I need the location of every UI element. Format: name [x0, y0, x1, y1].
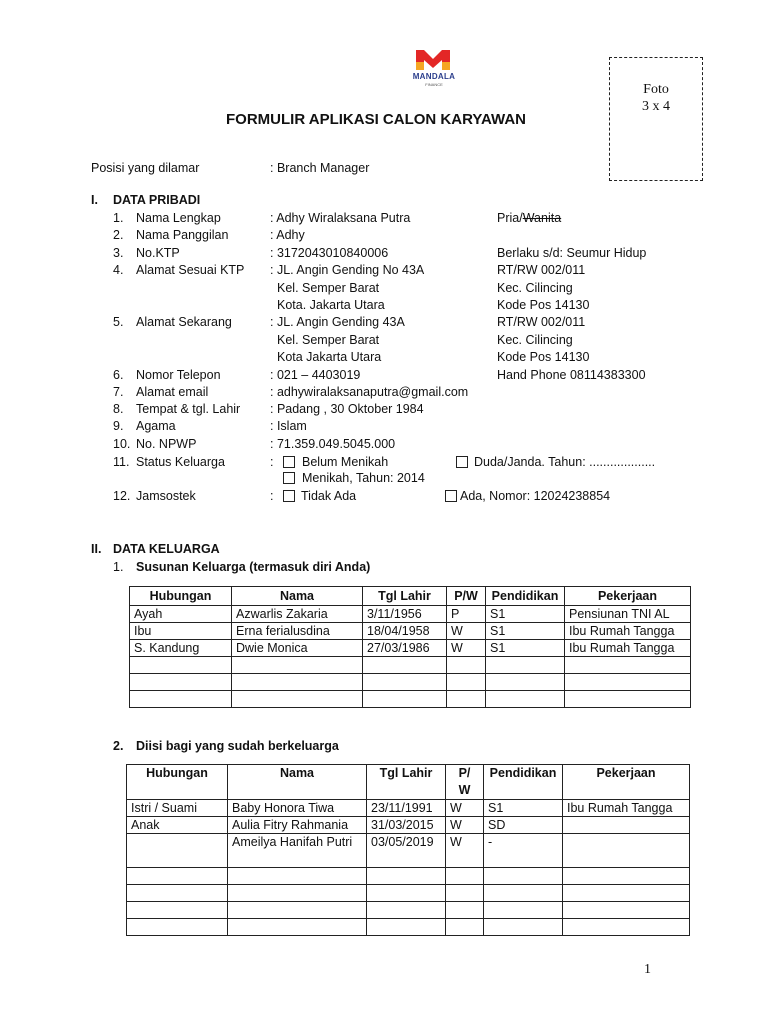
table-cell[interactable]	[563, 902, 690, 919]
table-cell[interactable]	[367, 919, 446, 936]
nama-lengkap-label: Nama Lengkap	[136, 211, 221, 225]
section-title: DATA PRIBADI	[113, 193, 201, 207]
section-number: I.	[91, 193, 98, 207]
alamat-sekarang-label: Alamat Sekarang	[136, 315, 232, 329]
table-cell[interactable]	[565, 657, 691, 674]
table-cell[interactable]	[127, 868, 228, 885]
colon: :	[270, 455, 274, 469]
item-number: 9.	[113, 419, 124, 433]
table-row	[130, 640, 691, 657]
section-title: DATA KELUARGA	[113, 542, 220, 556]
table-cell[interactable]	[367, 868, 446, 885]
table-cell[interactable]: Anak	[127, 817, 228, 834]
telepon-value[interactable]: : 021 – 4403019	[270, 368, 361, 382]
table-row	[127, 868, 690, 885]
table-cell[interactable]: S. Kandung	[130, 640, 232, 657]
npwp-label: No. NPWP	[136, 437, 197, 451]
table-row	[127, 834, 690, 868]
nama-panggilan-value[interactable]: : Adhy	[270, 228, 305, 242]
table-cell[interactable]	[232, 657, 363, 674]
subsection-title: Diisi bagi yang sudah berkeluarga	[136, 739, 339, 753]
table-row	[127, 817, 690, 834]
table-cell[interactable]	[363, 674, 447, 691]
table-cell[interactable]	[563, 817, 690, 834]
table-cell[interactable]	[484, 868, 563, 885]
subsection-number: 2.	[113, 739, 124, 753]
column-header: Tgl Lahir	[367, 765, 446, 800]
table-cell[interactable]: W	[446, 834, 484, 868]
email-value[interactable]: : adhywiralaksanaputra@gmail.com	[270, 385, 469, 399]
column-header: Hubungan	[127, 765, 228, 800]
table-cell[interactable]: 23/11/1991	[367, 800, 446, 817]
table-cell[interactable]	[563, 919, 690, 936]
family-composition-table	[129, 586, 691, 708]
gender-wanita-struck: Wanita	[522, 211, 562, 225]
no-ktp-value[interactable]: : 3172043010840006	[270, 246, 389, 260]
ada-checkbox[interactable]	[445, 490, 457, 502]
table-row	[130, 623, 691, 640]
column-header: P/W	[447, 587, 486, 606]
agama-label: Agama	[136, 419, 176, 433]
table-cell[interactable]	[565, 674, 691, 691]
table-cell[interactable]	[563, 885, 690, 902]
table-cell[interactable]: 27/03/1986	[363, 640, 447, 657]
table-cell[interactable]	[484, 902, 563, 919]
table-cell[interactable]: Ayah	[130, 606, 232, 623]
table-cell[interactable]: W	[447, 640, 486, 657]
alamat-ktp-line1[interactable]: : JL. Angin Gending No 43A	[270, 263, 425, 277]
table-cell[interactable]	[486, 657, 565, 674]
table-cell[interactable]	[228, 919, 367, 936]
table-cell[interactable]	[232, 691, 363, 708]
logo-tagline: FINANCE	[425, 82, 443, 87]
table-cell[interactable]	[446, 885, 484, 902]
ktp-berlaku[interactable]: Berlaku s/d: Seumur Hidup	[497, 246, 647, 260]
no-ktp-label: No.KTP	[136, 246, 180, 260]
alamat-sekarang-rtrw[interactable]: RT/RW 002/011	[497, 315, 586, 329]
table-cell[interactable]: Ibu	[130, 623, 232, 640]
table-cell[interactable]	[367, 885, 446, 902]
table-cell[interactable]	[563, 868, 690, 885]
table-cell[interactable]: Azwarlis Zakaria	[232, 606, 363, 623]
column-header: Pendidikan	[484, 765, 563, 800]
table-cell[interactable]: S1	[484, 800, 563, 817]
column-header: Nama	[232, 587, 363, 606]
logo-wordmark: MANDALA	[412, 72, 456, 81]
posisi-label: Posisi yang dilamar	[91, 161, 200, 175]
mandala-logo-mark	[416, 50, 450, 70]
table-header-row	[130, 587, 691, 606]
table-row	[130, 606, 691, 623]
table-cell[interactable]	[127, 919, 228, 936]
table-cell[interactable]	[367, 902, 446, 919]
item-number: 3.	[113, 246, 124, 260]
table-cell[interactable]	[486, 691, 565, 708]
table-cell[interactable]	[130, 691, 232, 708]
belum-menikah-label: Belum Menikah	[302, 455, 389, 469]
column-header: Tgl Lahir	[363, 587, 447, 606]
table-cell[interactable]: 3/11/1956	[363, 606, 447, 623]
table-cell[interactable]: Ibu Rumah Tangga	[565, 640, 691, 657]
duda-janda-label: Duda/Janda. Tahun: ...................	[474, 455, 656, 469]
alamat-sekarang-line2[interactable]: Kel. Semper Barat	[277, 333, 380, 347]
table-cell[interactable]	[363, 691, 447, 708]
table-cell[interactable]	[363, 657, 447, 674]
status-keluarga-label: Status Keluarga	[136, 455, 225, 469]
table-cell[interactable]: Istri / Suami	[127, 800, 228, 817]
item-number: 6.	[113, 368, 124, 382]
nama-panggilan-label: Nama Panggilan	[136, 228, 229, 242]
table-cell[interactable]	[446, 919, 484, 936]
column-header: Nama	[228, 765, 367, 800]
table-cell[interactable]	[447, 657, 486, 674]
agama-value[interactable]: : Islam	[270, 419, 307, 433]
subsection-number: 1.	[113, 560, 124, 574]
table-cell[interactable]	[130, 657, 232, 674]
npwp-value[interactable]: : 71.359.049.5045.000	[270, 437, 396, 451]
table-cell[interactable]: Ibu Rumah Tangga	[565, 623, 691, 640]
alamat-sekarang-kodepos[interactable]: Kode Pos 14130	[497, 350, 590, 364]
table-cell[interactable]: S1	[486, 623, 565, 640]
table-cell[interactable]: Dwie Monica	[232, 640, 363, 657]
table-row	[127, 902, 690, 919]
table-row	[127, 919, 690, 936]
company-logo	[408, 50, 460, 90]
table-cell[interactable]	[447, 674, 486, 691]
column-header: P/ W	[446, 765, 484, 800]
tidak-ada-label: Tidak Ada	[301, 489, 357, 503]
table-cell[interactable]: P	[447, 606, 486, 623]
email-label: Alamat email	[136, 385, 209, 399]
nama-lengkap-value[interactable]: : Adhy Wiralaksana Putra	[270, 211, 411, 225]
table-cell[interactable]: S1	[486, 606, 565, 623]
table-cell[interactable]: Aulia Fitry Rahmania	[228, 817, 367, 834]
item-number: 4.	[113, 263, 124, 277]
alamat-ktp-kodepos[interactable]: Kode Pos 14130	[497, 298, 590, 312]
column-header: Hubungan	[130, 587, 232, 606]
table-row	[130, 657, 691, 674]
table-cell[interactable]	[563, 834, 690, 868]
table-row	[130, 691, 691, 708]
item-number: 2.	[113, 228, 124, 242]
table-cell[interactable]	[127, 834, 228, 868]
table-cell[interactable]: 18/04/1958	[363, 623, 447, 640]
gender-option	[497, 210, 561, 227]
table-cell[interactable]: W	[446, 817, 484, 834]
item-number: 12.	[113, 489, 131, 503]
handphone-value[interactable]: Hand Phone 08114383300	[497, 368, 646, 382]
table-header-row	[127, 765, 690, 800]
table-cell[interactable]	[484, 885, 563, 902]
gender-pria: Pria/	[497, 211, 523, 225]
table-cell[interactable]: W	[447, 623, 486, 640]
table-cell[interactable]	[127, 902, 228, 919]
table-cell[interactable]: Ibu Rumah Tangga	[563, 800, 690, 817]
table-cell[interactable]	[228, 902, 367, 919]
section-number: II.	[91, 542, 102, 556]
menikah-checkbox[interactable]	[283, 472, 295, 484]
photo-label: Foto	[643, 82, 669, 97]
subsection-title: Susunan Keluarga (termasuk diri Anda)	[136, 560, 371, 574]
table-cell[interactable]: Pensiunan TNI AL	[565, 606, 691, 623]
table-row	[130, 674, 691, 691]
table-cell[interactable]	[130, 674, 232, 691]
table-cell[interactable]: W	[446, 800, 484, 817]
item-number: 1.	[113, 211, 124, 225]
table-cell[interactable]	[446, 868, 484, 885]
ttl-value[interactable]: : Padang , 30 Oktober 1984	[270, 402, 424, 416]
table-cell[interactable]: 31/03/2015	[367, 817, 446, 834]
table-cell[interactable]	[484, 919, 563, 936]
table-cell[interactable]	[228, 868, 367, 885]
table-cell[interactable]	[228, 885, 367, 902]
alamat-ktp-kec[interactable]: Kec. Cilincing	[497, 281, 573, 295]
table-cell[interactable]: 03/05/2019	[367, 834, 446, 868]
item-number: 5.	[113, 315, 124, 329]
alamat-sekarang-line1[interactable]: : JL. Angin Gending 43A	[270, 315, 405, 329]
table-cell[interactable]: Ameilya Hanifah Putri	[228, 834, 367, 868]
alamat-ktp-line3[interactable]: Kota. Jakarta Utara	[277, 298, 385, 312]
photo-size-label: 3 x 4	[642, 99, 670, 114]
table-row	[127, 885, 690, 902]
table-cell[interactable]	[446, 902, 484, 919]
jamsostek-label: Jamsostek	[136, 489, 196, 503]
photo-placeholder-box[interactable]	[609, 57, 703, 181]
column-header: Pekerjaan	[565, 587, 691, 606]
table-cell[interactable]: Baby Honora Tiwa	[228, 800, 367, 817]
telepon-label: Nomor Telepon	[136, 368, 221, 382]
form-title: FORMULIR APLIKASI CALON KARYAWAN	[226, 111, 526, 128]
ttl-label: Tempat & tgl. Lahir	[136, 402, 241, 416]
menikah-label: Menikah, Tahun: 2014	[302, 471, 425, 485]
table-cell[interactable]: SD	[484, 817, 563, 834]
table-cell[interactable]: -	[484, 834, 563, 868]
table-cell[interactable]: Erna ferialusdina	[232, 623, 363, 640]
table-row	[127, 800, 690, 817]
duda-janda-checkbox[interactable]	[456, 456, 468, 468]
alamat-ktp-rtrw[interactable]: RT/RW 002/011	[497, 263, 586, 277]
ada-nomor-label: Ada, Nomor: 12024238854	[460, 489, 611, 503]
tidak-ada-checkbox[interactable]	[283, 490, 295, 502]
column-header: Pendidikan	[486, 587, 565, 606]
table-cell[interactable]: S1	[486, 640, 565, 657]
married-family-table	[126, 764, 690, 936]
alamat-ktp-line2[interactable]: Kel. Semper Barat	[277, 281, 380, 295]
table-cell[interactable]	[565, 691, 691, 708]
alamat-ktp-label: Alamat Sesuai KTP	[136, 263, 245, 277]
item-number: 7.	[113, 385, 124, 399]
item-number: 11.	[113, 455, 130, 469]
table-cell[interactable]	[486, 674, 565, 691]
table-cell[interactable]	[232, 674, 363, 691]
alamat-sekarang-kec[interactable]: Kec. Cilincing	[497, 333, 573, 347]
column-header: Pekerjaan	[563, 765, 690, 800]
item-number: 10.	[113, 437, 131, 451]
item-number: 8.	[113, 402, 124, 416]
page-number: 1	[644, 962, 651, 977]
table-cell[interactable]	[127, 885, 228, 902]
posisi-value[interactable]: : Branch Manager	[270, 161, 370, 175]
colon: :	[270, 489, 274, 503]
alamat-sekarang-line3[interactable]: Kota Jakarta Utara	[277, 350, 382, 364]
belum-menikah-checkbox[interactable]	[283, 456, 295, 468]
table-cell[interactable]	[447, 691, 486, 708]
